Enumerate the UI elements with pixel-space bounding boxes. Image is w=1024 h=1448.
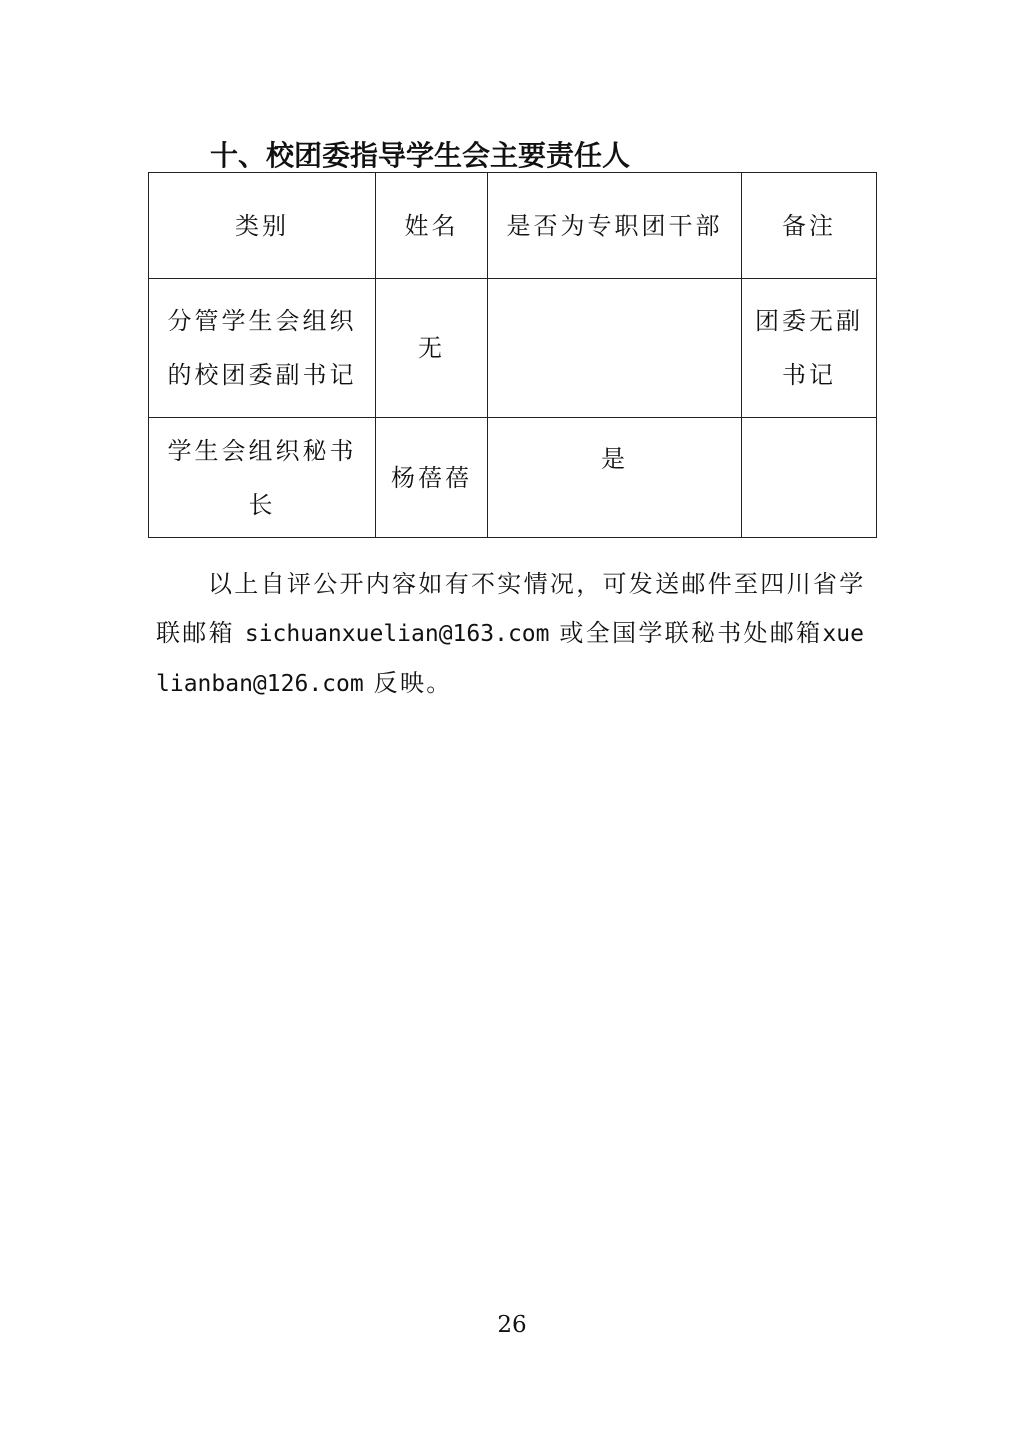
table-header-row [149,173,877,279]
page-number: 26 [497,1312,527,1338]
cell-full-time: 是 [488,418,742,538]
leaders-table [148,172,877,538]
header-full-time: 是否为专职团干部 [488,173,742,279]
header-name: 姓名 [376,173,488,279]
header-remark: 备注 [742,173,877,279]
note-text-1: 以上自评公开内容如有不实情况，可发送邮件至四川省学联邮箱 [156,570,866,647]
note-text-2: 或全国学联秘书处邮箱 [559,619,823,647]
feedback-note [156,560,876,709]
table-row [149,279,877,418]
table-row [149,418,877,538]
cell-full-time [488,279,742,418]
note-text-3: 反映。 [373,669,453,697]
header-category: 类别 [149,173,376,279]
cell-category: 分管学生会组织的校团委副书记 [149,279,376,418]
section-title: 十、校团委指导学生会主要责任人 [210,139,631,172]
email-national[interactable]: xuelianban@126.com [156,621,864,697]
cell-remark [742,418,877,538]
cell-name: 杨蓓蓓 [376,418,488,538]
cell-category: 学生会组织秘书长 [149,418,376,538]
cell-name: 无 [376,279,488,418]
email-sichuan[interactable]: sichuanxuelian@163.com [244,621,550,647]
cell-remark: 团委无副书记 [742,279,877,418]
